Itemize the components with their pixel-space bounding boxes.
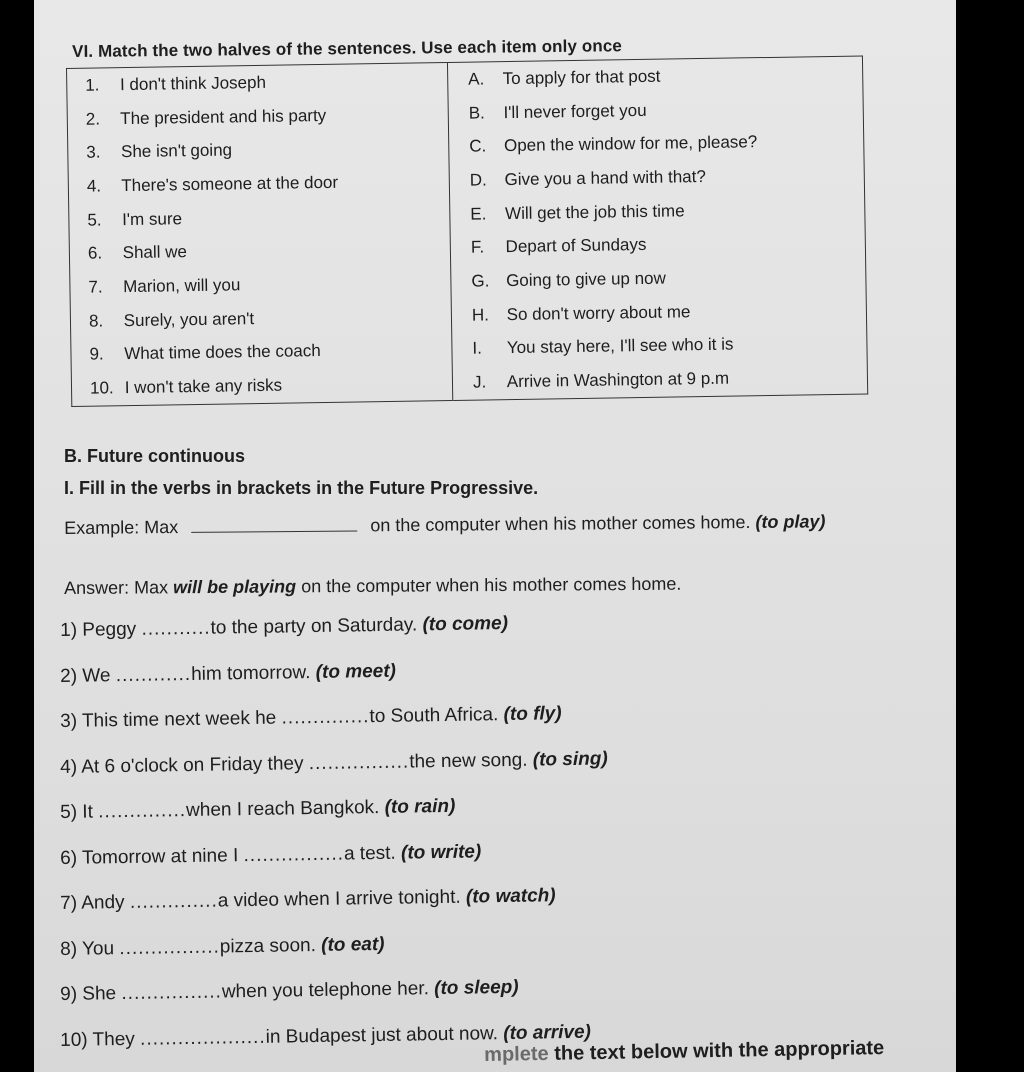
exercise-blank[interactable]: ................ — [243, 843, 345, 866]
answer-verb: will be playing — [173, 576, 297, 598]
left-number: 7. — [88, 277, 103, 297]
left-number: 4. — [86, 176, 102, 196]
worksheet-page — [34, 0, 956, 1072]
right-letter: A. — [468, 69, 485, 89]
example-answer — [64, 572, 924, 599]
example-prefix: Example: Max — [64, 517, 179, 538]
exercise-start: 1) Peggy — [60, 618, 137, 641]
exercise-hint: (to sleep) — [434, 976, 519, 1000]
right-text: So don't worry about me — [506, 301, 691, 324]
exercise-hint: (to eat) — [321, 933, 385, 956]
exercise-blank[interactable]: .............. — [281, 706, 370, 729]
exercise-start: 6) Tomorrow at nine I — [60, 844, 239, 869]
instruction-heading: I. Fill in the verbs in brackets in the Future Progressive. — [64, 478, 539, 498]
right-letter: B. — [468, 102, 485, 123]
right-letter: F. — [470, 237, 485, 257]
exercise-hint: (to meet) — [315, 660, 397, 683]
exercise-end: him tomorrow. — [190, 661, 311, 685]
exercise-start: 3) This time next week he — [60, 707, 277, 732]
exercise-start: 5) It — [60, 801, 94, 823]
right-letter: G. — [471, 271, 490, 291]
exercise-list — [60, 612, 920, 1072]
exercise-start: 10) They — [60, 1028, 135, 1051]
cutoff-text: the text below with the appropriate — [554, 1037, 885, 1065]
left-text: The president and his party — [120, 105, 327, 128]
exercise-end: when you telephone her. — [221, 978, 430, 1003]
exercise-end: when I reach Bangkok. — [185, 796, 380, 822]
exercise-hint: (to fly) — [503, 703, 562, 726]
exercise-blank[interactable]: .................... — [139, 1026, 266, 1050]
exercise-blank[interactable]: ................ — [308, 751, 410, 774]
left-number: 2. — [85, 109, 101, 129]
exercise-end: the new song. — [409, 749, 528, 773]
exercise-end: a test. — [343, 842, 396, 865]
left-text: Marion, will you — [123, 275, 241, 297]
exercise-start: 4) At 6 o'clock on Friday they — [60, 752, 304, 778]
right-text: Give you a hand with that? — [504, 166, 706, 190]
exercise-blank[interactable]: ................ — [121, 981, 223, 1005]
right-text: Arrive in Washington at 9 p.m — [506, 368, 730, 392]
exercise-blank[interactable]: ................ — [119, 935, 220, 959]
left-number: 6. — [87, 243, 103, 263]
section-b-title: B. Future continuous — [64, 446, 245, 466]
exercise-blank[interactable]: ............ — [115, 663, 192, 686]
exercise-end: to South Africa. — [369, 704, 499, 728]
matching-table — [66, 55, 868, 406]
exercise-start: 8) You — [60, 937, 115, 960]
exercise-blank[interactable]: .............. — [129, 890, 218, 913]
right-letter: C. — [469, 136, 487, 156]
right-text: Going to give up now — [505, 268, 666, 291]
cutoff-faded: mplete — [484, 1042, 549, 1066]
example-suffix: on the computer when his mother comes home. — [370, 512, 751, 536]
left-number: 1. — [85, 75, 100, 95]
answer-suffix: on the computer when his mother comes home. — [301, 573, 682, 597]
example-hint: (to play) — [755, 511, 826, 532]
left-text: I don't think Joseph — [119, 72, 267, 94]
left-number: 5. — [87, 210, 102, 230]
exercise-end: in Budapest just about now. — [265, 1022, 499, 1048]
right-text: You stay here, I'll see who it is — [506, 334, 734, 358]
right-cell — [452, 360, 867, 401]
exercise-end: to the party on Saturday. — [210, 614, 418, 639]
left-text: Surely, you aren't — [123, 308, 255, 330]
exercise-start: 7) Andy — [60, 891, 125, 914]
right-letter: H. — [471, 305, 490, 325]
exercise-end: a video when I arrive tonight. — [217, 886, 461, 912]
left-number: 9. — [89, 344, 104, 365]
left-cell — [71, 366, 452, 406]
exercise-hint: (to arrive) — [503, 1021, 592, 1044]
left-text: Shall we — [122, 242, 188, 263]
example-sentence — [64, 497, 924, 551]
exercise-end: pizza soon. — [219, 934, 317, 957]
right-letter: J. — [472, 372, 487, 392]
section-vi-title: VI. Match the two halves of the sentences. Use each item only once — [72, 36, 622, 61]
exercise-start: 2) We — [60, 664, 111, 687]
answer-prefix: Answer: Max — [64, 577, 169, 598]
left-text: I'm sure — [121, 208, 183, 229]
exercise-hint: (to watch) — [465, 885, 556, 908]
exercise-hint: (to rain) — [384, 795, 456, 818]
example-blank — [191, 516, 357, 532]
right-text: Depart of Sundays — [505, 235, 647, 257]
right-letter: D. — [469, 170, 487, 190]
left-text: She isn't going — [120, 140, 233, 162]
right-text: Will get the job this time — [504, 200, 685, 223]
right-letter: E. — [470, 204, 487, 224]
right-text: To apply for that post — [502, 66, 661, 88]
left-number: 8. — [88, 311, 104, 331]
exercise-blank[interactable]: ........... — [141, 617, 211, 640]
left-text: I won't take any risks — [124, 375, 283, 398]
exercise-hint: (to write) — [400, 840, 482, 864]
right-text: Open the window for me, please? — [503, 132, 758, 156]
exercise-start: 9) She — [60, 983, 117, 1005]
left-text: There's someone at the door — [121, 172, 339, 196]
exercise-hint: (to sing) — [532, 747, 608, 771]
left-text: What time does the coach — [124, 341, 321, 364]
left-number: 3. — [86, 142, 101, 162]
exercise-hint: (to come) — [422, 612, 509, 636]
right-text: I'll never forget you — [503, 100, 647, 122]
exercise-blank[interactable]: .............. — [98, 800, 187, 823]
left-number: 10. — [89, 378, 114, 398]
right-letter: I. — [472, 338, 483, 359]
